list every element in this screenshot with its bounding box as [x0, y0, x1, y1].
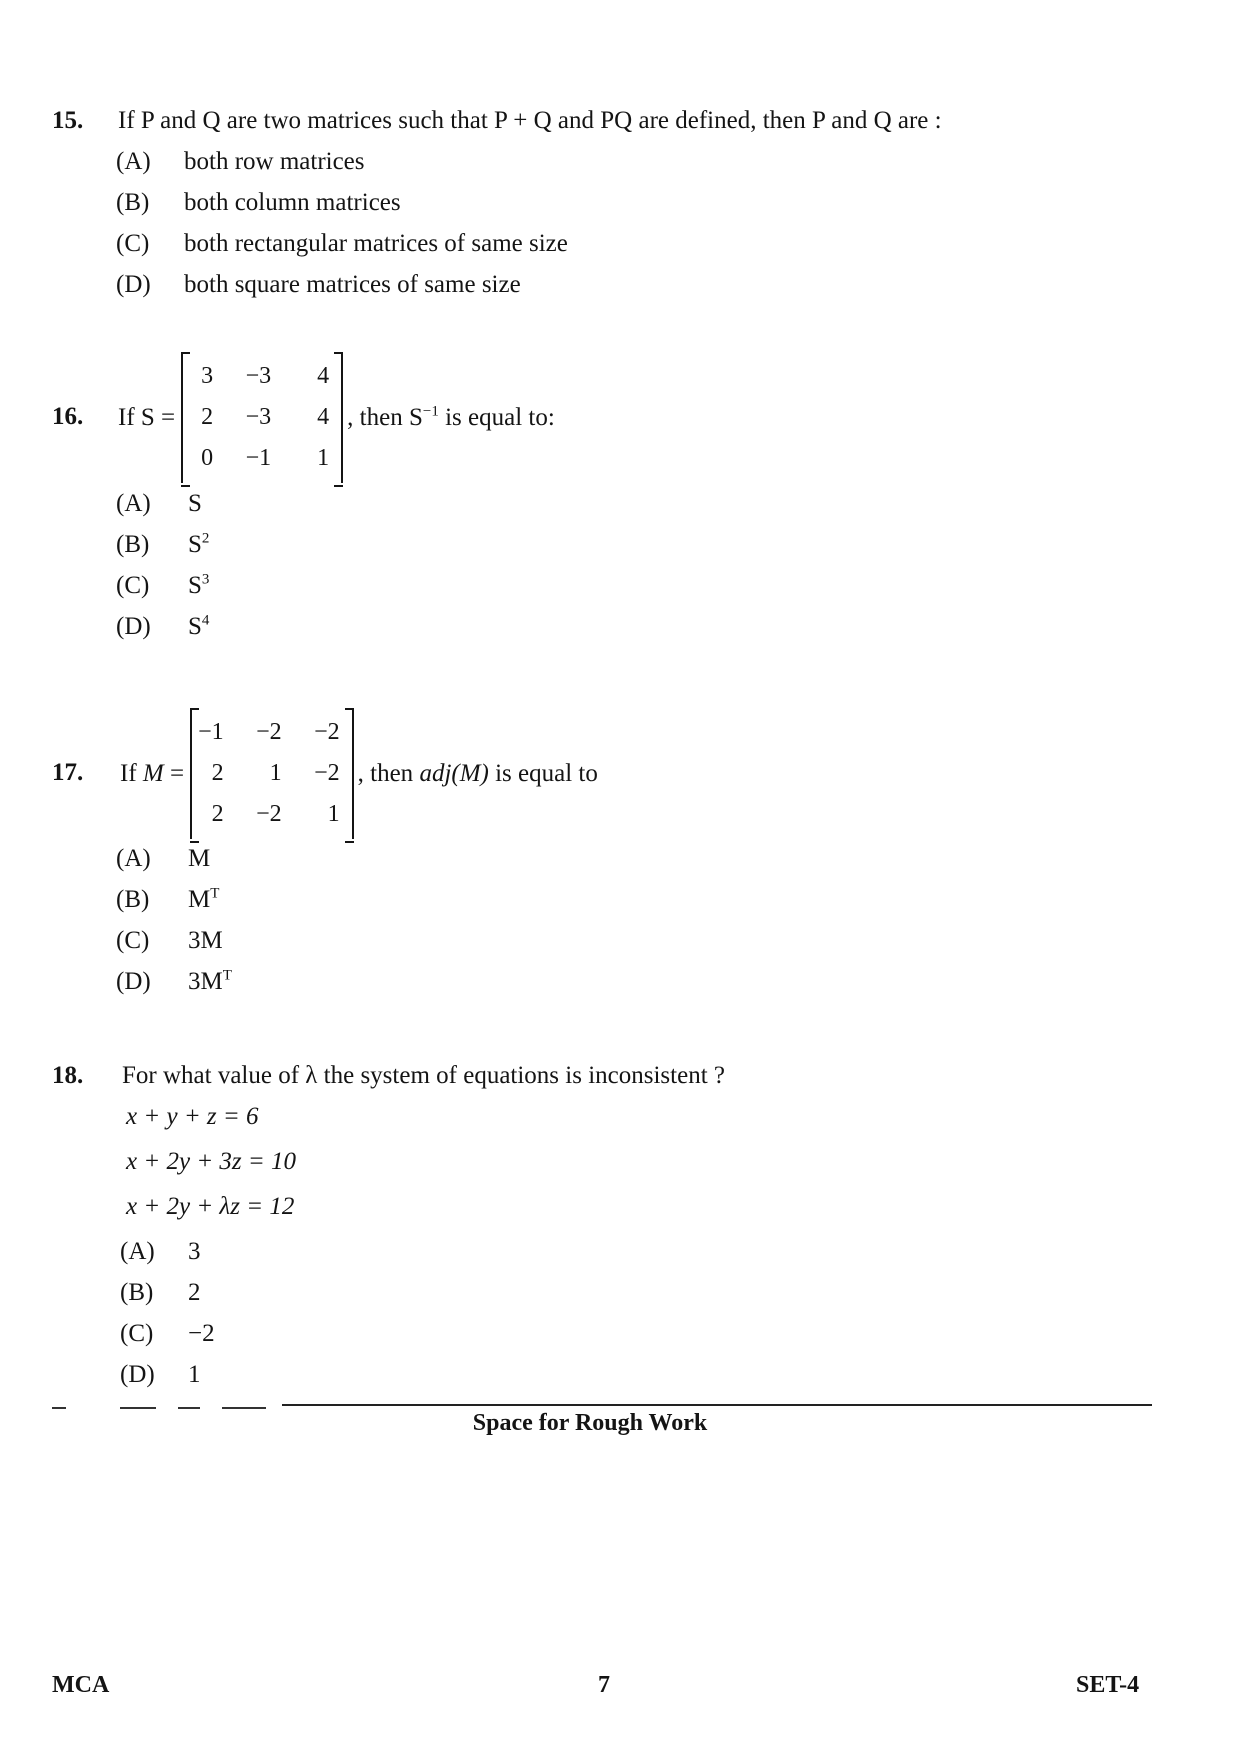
matrix-cell: 0 [201, 445, 214, 471]
footer-course: MCA [52, 1672, 110, 1698]
question-suffix [347, 404, 555, 432]
footer-page-number: 7 [598, 1672, 610, 1698]
matrix-cell: 2 [211, 760, 224, 786]
footer-set: SET-4 [1076, 1672, 1140, 1698]
option-label: (A) [116, 490, 151, 517]
matrix-cell: 1 [269, 760, 282, 786]
question-suffix [358, 760, 598, 788]
option-label: (D) [116, 613, 151, 640]
option-text: 2 [188, 1279, 201, 1306]
separator-dash [178, 1407, 200, 1409]
option-a [52, 141, 1152, 182]
option-label: (A) [116, 148, 151, 175]
question-text: For what value of λ the system of equations is inconsistent ? [122, 1062, 725, 1089]
question-17 [52, 706, 1152, 1002]
question-15 [52, 101, 1152, 305]
option-exponent: T [222, 967, 232, 984]
matrix-cell: 1 [317, 445, 330, 471]
separator-dash [52, 1407, 66, 1409]
option-c [52, 223, 1152, 264]
matrix-m [190, 708, 354, 839]
option-base: M [188, 845, 211, 872]
option-text [188, 838, 210, 879]
option-label: (A) [116, 845, 151, 872]
separator-dash [120, 1407, 156, 1409]
inverse-exponent: −1 [422, 403, 439, 420]
option-c [52, 920, 1152, 961]
option-text [188, 524, 209, 565]
matrix-cell: −2 [314, 719, 340, 745]
option-base: M [188, 886, 211, 913]
option-label: (D) [116, 968, 151, 995]
matrix-cell: −2 [256, 719, 282, 745]
option-base: S [188, 572, 202, 599]
question-prefix [120, 760, 184, 788]
rough-work-label: Space for Rough Work [472, 1410, 708, 1436]
question-16 [52, 350, 1152, 647]
option-text [188, 606, 209, 647]
matrix-cell: 3 [201, 363, 214, 389]
option-base: S [188, 531, 202, 558]
option-text: both row matrices [184, 148, 365, 175]
option-label: (D) [116, 271, 151, 298]
option-text [188, 483, 202, 524]
option-a [52, 483, 1152, 524]
option-label: (A) [120, 1238, 155, 1265]
option-text: 1 [188, 1361, 201, 1388]
question-number: 17. [52, 759, 84, 786]
question-number: 16. [52, 403, 84, 430]
option-exponent: T [210, 885, 220, 902]
prefix-text: = [163, 759, 185, 787]
option-a [52, 1231, 1152, 1272]
matrix-cell: 4 [317, 404, 330, 430]
option-label: (C) [120, 1320, 154, 1347]
option-text: both column matrices [184, 189, 401, 216]
option-label: (B) [116, 189, 150, 216]
option-base: S [188, 490, 202, 517]
option-b [52, 879, 1152, 920]
option-label: (B) [116, 531, 150, 558]
question-18 [52, 1056, 1152, 1395]
suffix-text: is equal to [488, 759, 598, 787]
option-d [52, 264, 1152, 305]
matrix-variable: M [142, 759, 164, 787]
option-d [52, 1354, 1152, 1395]
matrix-cell: −3 [245, 404, 272, 430]
option-base: 3M [188, 968, 223, 995]
option-d [52, 961, 1152, 1002]
matrix-s [181, 352, 343, 483]
equation-2 [52, 1141, 1152, 1186]
option-label: (D) [120, 1361, 155, 1388]
option-c [52, 1313, 1152, 1354]
equation-text: x + y + z = 6 [126, 1103, 259, 1130]
option-label: (B) [120, 1279, 154, 1306]
equation-text: x + 2y + λz = 12 [126, 1193, 295, 1220]
matrix-cell: −2 [256, 801, 282, 827]
option-b [52, 182, 1152, 223]
matrix-cell: 4 [317, 363, 330, 389]
option-c [52, 565, 1152, 606]
matrix-cell: −3 [245, 363, 272, 389]
question-number: 18. [52, 1062, 84, 1089]
question-number: 15. [52, 107, 84, 134]
matrix-cell: 2 [211, 801, 224, 827]
option-label: (C) [116, 230, 150, 257]
option-text [188, 961, 232, 1002]
matrix-cell: −1 [245, 445, 272, 471]
option-text: both rectangular matrices of same size [184, 230, 568, 257]
prefix-text: If [120, 759, 143, 787]
question-text: If P and Q are two matrices such that P + Q and PQ are defined, then P and Q are : [118, 107, 942, 134]
option-b [52, 524, 1152, 565]
matrix-cell: −2 [314, 760, 340, 786]
matrix-cell: 1 [327, 801, 340, 827]
option-text [188, 879, 219, 920]
suffix-text: is equal to: [438, 403, 555, 431]
equation-3 [52, 1186, 1152, 1231]
separator-line [282, 1404, 1152, 1406]
option-d [52, 606, 1152, 647]
option-label: (C) [116, 572, 150, 599]
suffix-text: , then [357, 759, 420, 787]
option-b [52, 1272, 1152, 1313]
equation-1 [52, 1096, 1152, 1141]
option-text [188, 565, 209, 606]
suffix-text: , then S [347, 403, 423, 431]
separator-dash [222, 1407, 266, 1409]
equation-text: x + 2y + 3z = 10 [126, 1148, 297, 1175]
option-exponent: 4 [201, 612, 210, 629]
option-exponent: 3 [201, 571, 210, 588]
option-exponent: 2 [201, 530, 210, 547]
option-text: 3 [188, 1238, 201, 1265]
matrix-cell: 2 [201, 404, 214, 430]
option-text: both square matrices of same size [184, 271, 521, 298]
option-text [188, 920, 223, 961]
option-label: (B) [116, 886, 150, 913]
option-label: (C) [116, 927, 150, 954]
option-a [52, 838, 1152, 879]
option-base: S [188, 613, 202, 640]
adjoint-expression: adj(M) [419, 759, 489, 787]
option-base: 3M [188, 927, 223, 954]
option-text: −2 [188, 1320, 215, 1347]
matrix-cell: −1 [198, 719, 224, 745]
question-prefix: If S = [118, 403, 176, 431]
